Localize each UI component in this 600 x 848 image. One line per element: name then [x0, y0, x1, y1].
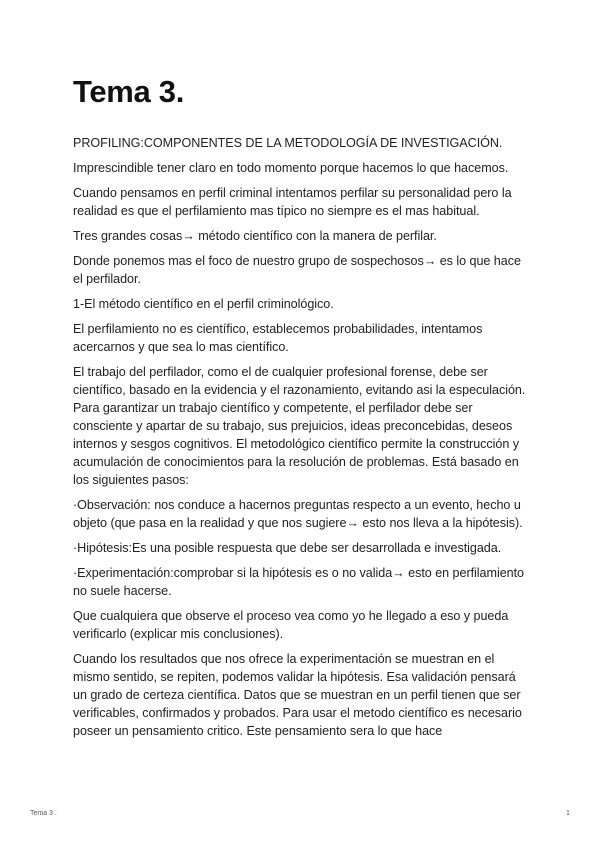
footer-title: Tema 3 . — [30, 810, 57, 817]
bullet-experimentacion: ·Experimentación:comprobar si la hipótesis es o no valida→ esto en perfilamiento no suele hacerse. — [73, 566, 525, 598]
paragraph: Tres grandes cosas→ método científico con la manera de perfilar. — [73, 229, 437, 243]
page-number: 1 — [566, 810, 570, 817]
paragraph: Donde ponemos mas el foco de nuestro grupo de sospechosos→ es lo que hace el perfilador. — [73, 254, 521, 286]
paragraph: Que cualquiera que observe el proceso vea como yo he llegado a eso y pueda verificarlo (explicar mis conclusiones). — [73, 609, 509, 641]
paragraph: Cuando los resultados que nos ofrece la experimentación se muestran en el mismo sentido, se repiten, podemos validar la hipótesis. Esa validación pensará un grado de certeza científica. Datos que se muestran en un perfil tienen que ser verificables, confirmados y probados. Para usar el metodo científico es necesario poseer un pensamiento critico. Este pensamiento sera lo que hace — [73, 652, 522, 738]
paragraph: El perfilamiento no es científico, establecemos probabilidades, intentamos acercarnos y que sea lo mas científico. — [73, 322, 483, 354]
bullet-hipotesis: ·Hipótesis:Es una posible respuesta que debe ser desarrollada e investigada. — [73, 541, 502, 555]
paragraph: El trabajo del perfilador, como el de cualquier profesional forense, debe ser científico, basado en la evidencia y el razonamiento, evitando asi la especulación. Para garantizar un trabajo científico y competente, el perfilador debe ser consciente y apartar de su trabajo, sus prejuicios, ideas preconcebidas, deseos internos y sesgos cognitivos. El metodológico científico permite la construcción y acumulación de conocimientos para la resolución de problemas. Está basado en los siguientes pasos: — [73, 365, 526, 487]
document-page — [73, 74, 533, 747]
section-heading: PROFILING:COMPONENTES DE LA METODOLOGÍA DE INVESTIGACIÓN. — [73, 136, 503, 150]
page-title: Tema 3. — [73, 74, 185, 109]
subsection-heading: 1-El método científico en el perfil criminológico. — [73, 297, 334, 311]
bullet-observacion: ·Observación: nos conduce a hacernos preguntas respecto a un evento, hecho u objeto (que pasa en la realidad y que nos sugiere→ esto nos lleva a la hipótesis). — [73, 498, 523, 530]
paragraph: Cuando pensamos en perfil criminal intentamos perfilar su personalidad pero la realidad es que el perfilamiento mas típico no siempre es el mas habitual. — [73, 186, 512, 218]
paragraph: Imprescindible tener claro en todo momento porque hacemos lo que hacemos. — [73, 161, 509, 175]
